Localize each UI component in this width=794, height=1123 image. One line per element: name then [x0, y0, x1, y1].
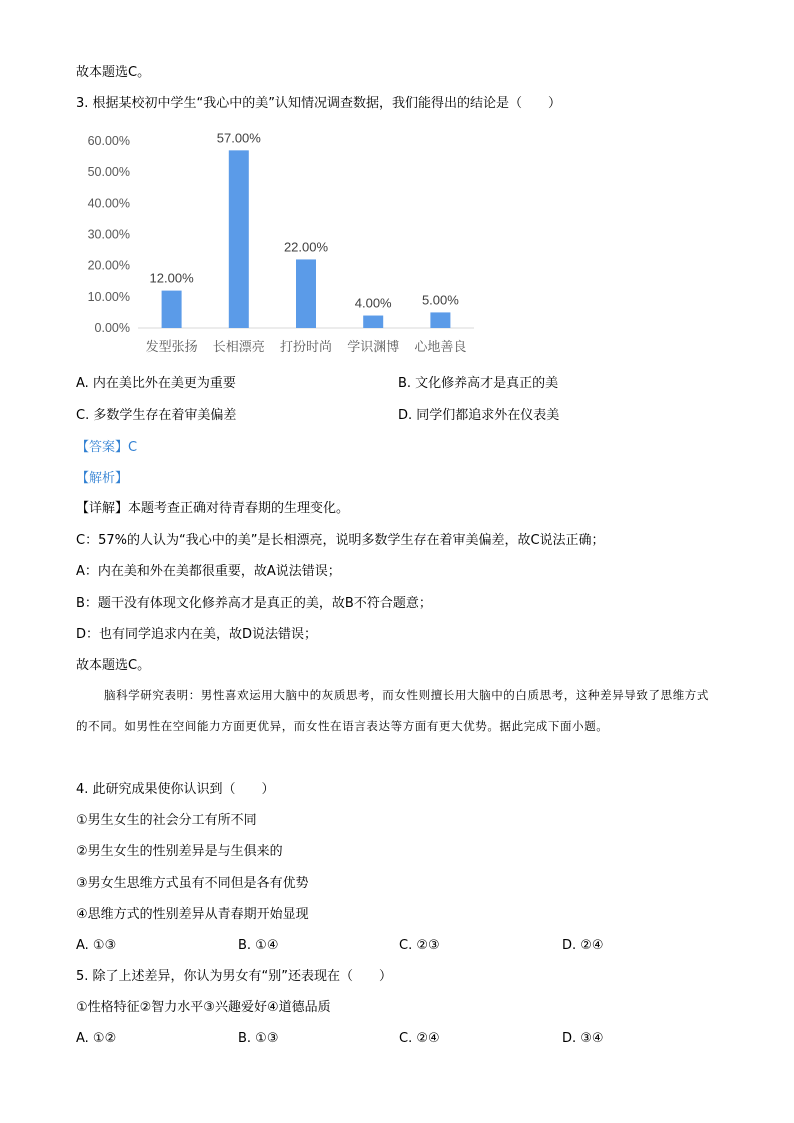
q4-option-b: B. ①④ [238, 938, 279, 953]
bar-1 [162, 291, 182, 328]
q3-option-c: C. 多数学生存在着审美偏差 [76, 408, 237, 423]
q4-option-a: A. ①③ [76, 938, 117, 953]
x-category-label: 长相漂亮 [212, 340, 265, 355]
x-category-label: 学识渊博 [347, 340, 400, 355]
q4-option-d: D. ②④ [562, 938, 604, 953]
q5-option-c: C. ②④ [399, 1031, 440, 1046]
q3-stem: 3. 根据某校初中学生“我心中的美”认知情况调查数据，我们能得出的结论是（ ） [76, 96, 562, 111]
analysis-label: 【解析】 [76, 471, 129, 486]
q5-option-b: B. ①③ [238, 1031, 279, 1046]
explanation-b: B：题干没有体现文化修养高才是真正的美，故B不符合题意； [76, 596, 432, 611]
previous-conclusion: 故本题选C。 [76, 65, 151, 80]
q4-item-2: ②男生女生的性别差异是与生俱来的 [76, 844, 283, 859]
q4-item-3: ③男女生思维方式虽有不同但是各有优势 [76, 876, 309, 891]
data-label: 12.00% [149, 270, 194, 286]
answer-label: 【答案】C [76, 440, 138, 455]
data-label: 5.00% [421, 292, 459, 308]
bar-5 [430, 312, 450, 328]
q4-option-c: C. ②③ [399, 938, 440, 953]
q5-option-d: D. ③④ [562, 1031, 604, 1046]
x-category-label: 心地善良 [414, 340, 467, 355]
bar-3 [296, 259, 316, 328]
q3-option-d: D. 同学们都追求外在仪表美 [398, 408, 560, 423]
explanation-d: D：也有同学追求内在美，故D说法错误； [76, 627, 318, 642]
y-tick-label: 60.00% [87, 134, 130, 148]
data-label: 22.00% [283, 239, 329, 255]
q3-option-b: B. 文化修养高才是真正的美 [398, 376, 559, 391]
survey-bar-chart [76, 122, 476, 362]
q5-option-a: A. ①② [76, 1031, 117, 1046]
y-tick-label: 0.00% [94, 321, 130, 335]
bar-2 [229, 150, 249, 328]
q5-stem: 5. 除了上述差异，你认为男女有“别”还表现在（ ） [76, 969, 393, 984]
q4-item-4: ④思维方式的性别差异从青春期开始显现 [76, 907, 309, 922]
y-tick-label: 40.00% [87, 196, 130, 211]
y-tick-label: 10.00% [87, 289, 130, 304]
reading-passage: 脑科学研究表明：男性喜欢运用大脑中的灰质思考，而女性则擅长用大脑中的白质思考，这种差异导致了思维方式的不同。如男性在空间能力方面更优异，而女性在语言表达等方面有更大优势。据此完成下面小题。 [76, 688, 709, 733]
q4-stem: 4. 此研究成果使你认识到（ ） [76, 782, 275, 797]
y-tick-label: 30.00% [87, 227, 130, 242]
explanation-c: C：57%的人认为“我心中的美”是长相漂亮，说明多数学生存在着审美偏差，故C说法正确； [76, 533, 605, 548]
bar-4 [363, 316, 383, 328]
data-label: 4.00% [354, 295, 392, 311]
detail-line: 【详解】本题考查正确对待青春期的生理变化。 [76, 501, 350, 516]
q5-items: ①性格特征②智力水平③兴趣爱好④道德品质 [76, 1000, 331, 1015]
y-tick-label: 50.00% [87, 165, 130, 180]
x-category-label: 打扮时尚 [279, 340, 333, 355]
y-tick-label: 20.00% [87, 258, 130, 273]
data-label: 57.00% [216, 130, 261, 146]
q4-item-1: ①男生女生的社会分工有所不同 [76, 813, 257, 828]
q3-conclusion: 故本题选C。 [76, 658, 151, 673]
x-category-label: 发型张扬 [145, 340, 198, 355]
explanation-a: A：内在美和外在美都很重要，故A说法错误； [76, 564, 341, 579]
q3-option-a: A. 内在美比外在美更为重要 [76, 376, 236, 391]
